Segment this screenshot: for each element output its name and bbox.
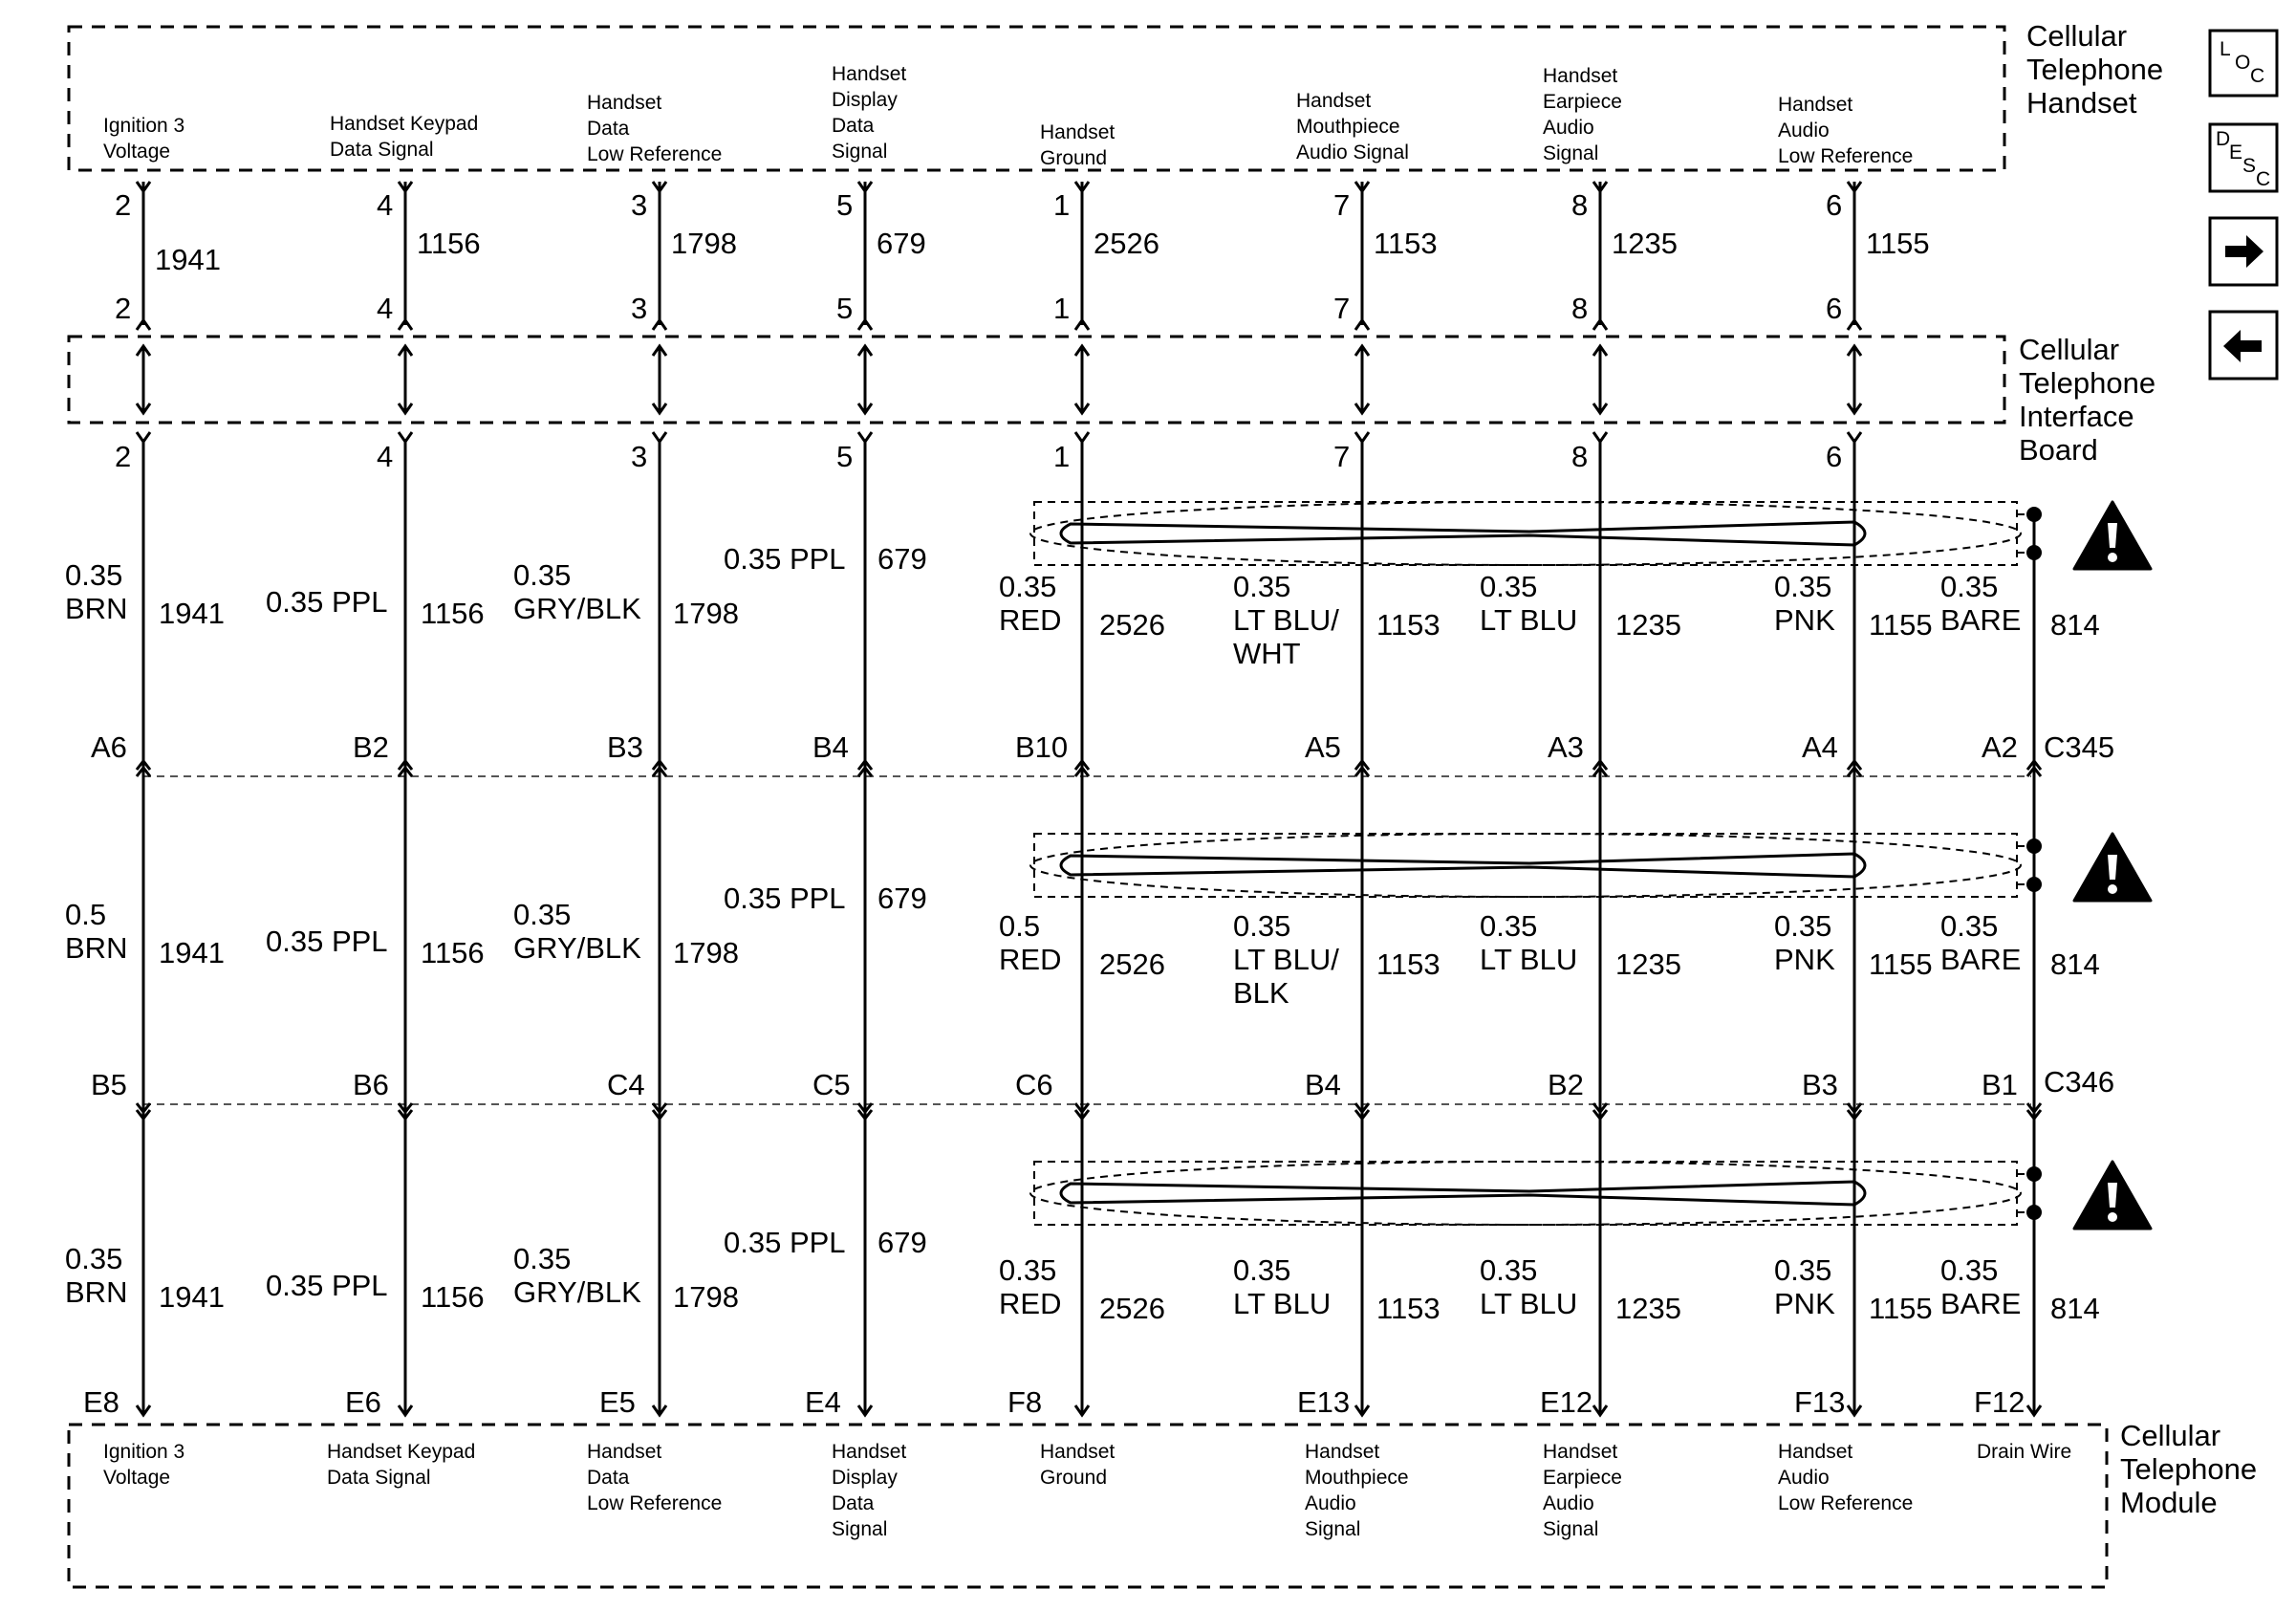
module-pin: E13 [1297,1385,1351,1419]
module-pin: F8 [1007,1385,1043,1419]
handset-pin-label: Handset Data Low Reference [587,92,723,165]
c346-pin: B2 [1548,1068,1584,1101]
c346-pin: B6 [353,1068,389,1101]
module-pin: E5 [599,1385,636,1419]
handset-pin-label: Handset Keypad Data Signal [330,113,479,161]
c345-pin: A4 [1802,730,1838,764]
module-pin: E12 [1540,1385,1593,1419]
wire-color-label: 0.35 BARE [1940,570,2022,637]
handset-pin-label: Handset Audio Low Reference [1778,94,1914,167]
handset-pin-label: Handset Display Data Signal [832,63,907,163]
circuit-label: 1156 [421,1280,485,1314]
circuit-label: 679 [877,882,927,915]
c346-pin: C6 [1015,1068,1053,1101]
module-pin: E4 [805,1385,841,1419]
circuit-label: 679 [877,1226,927,1259]
circuit-number: 1798 [671,227,737,260]
handset-pin-label: Ignition 3 Voltage [103,115,185,163]
handset-pin-number: 6 [1826,188,1843,222]
c346-pin: B4 [1305,1068,1341,1101]
circuit-label: 814 [2050,947,2100,981]
wires-group [137,182,2041,1415]
wire-color-label: 0.35 BARE [1940,1253,2022,1320]
circuit-label: 814 [2050,1292,2100,1325]
circuit-label: 1235 [1615,947,1681,981]
wire-color-label: 0.35 BRN [65,558,128,625]
wire-color-label: 0.35 PPL [266,585,388,619]
circuit-label: 1156 [421,936,485,969]
wire-color-label: 0.35 PPL [724,1226,846,1259]
c345-pin: B10 [1015,730,1069,764]
wire-color-label: 0.35 PPL [724,882,846,915]
wire-color-label: 0.35 RED [999,570,1062,637]
c345-pin: A3 [1548,730,1584,764]
board-pin-number: 5 [836,292,854,325]
c346-pin: C5 [812,1068,851,1101]
wire-color-label: 0.35 LT BLU/ BLK [1233,909,1339,1010]
circuit-label: 1155 [1869,608,1933,642]
handset-pin-number: 7 [1333,188,1351,222]
module-label: Cellular Telephone Module [2120,1419,2258,1519]
circuit-number: 1235 [1612,227,1678,260]
module-pin-label: Handset Earpiece Audio Signal [1543,1441,1622,1540]
wire-color-label: 0.35 LT BLU [1480,909,1578,976]
wire-color-label: 0.35 PNK [1774,909,1835,976]
circuit-number: 1941 [155,243,221,276]
board-bottom-pin-number: 2 [115,440,132,473]
handset-label: Cellular Telephone Handset [2026,19,2164,120]
wire-color-label: 0.35 BARE [1940,909,2022,976]
board-bottom-pin-number: 6 [1826,440,1843,473]
c346-pin: C4 [607,1068,645,1101]
module-pin-label: Handset Mouthpiece Audio Signal [1305,1441,1409,1540]
wire-color-label: 0.35 LT BLU [1480,1253,1578,1320]
module-pin: F13 [1794,1385,1846,1419]
circuit-label: 2526 [1099,608,1165,642]
module-pin-label: Ignition 3 Voltage [103,1441,185,1489]
module-pin: F12 [1974,1385,2025,1419]
wire-color-label: 0.35 GRY/BLK [513,898,641,965]
svg-text:E: E [2229,142,2243,163]
board-bottom-pin-number: 7 [1333,440,1351,473]
circuit-label: 1153 [1376,947,1440,981]
wire-color-label: 0.35 BRN [65,1242,128,1309]
twisted-pair-shield [1030,1162,2042,1225]
circuit-label: 1941 [159,597,225,630]
handset-pin-number: 1 [1053,188,1071,222]
warning-triangle-icon [2074,834,2151,901]
circuit-label: 2526 [1099,947,1165,981]
handset-pin-label: Handset Earpiece Audio Signal [1543,65,1622,164]
c346-pin: B1 [1982,1068,2018,1101]
board-pin-number: 3 [631,292,648,325]
handset-pin-label: Handset Ground [1040,121,1116,169]
module-pin-label: Handset Keypad Data Signal [327,1441,476,1489]
board-bottom-pin-number: 4 [377,440,394,473]
wire-color-label: 0.5 RED [999,909,1062,976]
board-pin-number: 2 [115,292,132,325]
c346-pin: B3 [1802,1068,1838,1101]
wire-color-label: 0.35 GRY/BLK [513,1242,641,1309]
wire-color-label: 0.35 PNK [1774,570,1835,637]
wire-color-label: 0.35 LT BLU [1480,570,1578,637]
handset-pin-number: 3 [631,188,648,222]
svg-text:O: O [2235,52,2251,74]
c345-pin: A6 [91,730,127,764]
handset-pin-label: Handset Mouthpiece Audio Signal [1296,90,1409,163]
board-pin-number: 1 [1053,292,1071,325]
board-pin-number: 8 [1571,292,1589,325]
loc-button[interactable] [2210,31,2277,96]
svg-text:S: S [2242,155,2257,177]
board-bottom-pin-number: 1 [1053,440,1071,473]
circuit-label: 1153 [1376,1292,1440,1325]
module-pin-label: Handset Data Low Reference [587,1441,723,1514]
handset-pin-number: 8 [1571,188,1589,222]
board-pin-number: 6 [1826,292,1843,325]
circuit-label: 1941 [159,1280,225,1314]
circuit-number: 2526 [1094,227,1159,260]
handset-pin-number: 4 [377,188,394,222]
wire-color-label: 0.35 RED [999,1253,1062,1320]
circuit-number: 679 [877,227,926,260]
module-pin-label: Drain Wire [1977,1441,2072,1463]
module-pin-label: Handset Display Data Signal [832,1441,907,1540]
c345-pin: B4 [812,730,849,764]
twisted-pair-shield [1030,834,2042,897]
handset-pin-number: 2 [115,188,132,222]
wire-color-label: 0.35 PPL [724,542,846,576]
circuit-label: 1235 [1615,1292,1681,1325]
prev-button[interactable] [2210,312,2277,379]
warning-triangle-icon [2074,1162,2151,1229]
svg-text:C: C [2250,65,2265,87]
circuit-label: 1153 [1376,608,1440,642]
circuit-label: 1798 [673,1280,739,1314]
next-button[interactable] [2210,218,2277,285]
c345-pin: B2 [353,730,389,764]
circuit-label: 1941 [159,936,225,969]
c345-label: C345 [2044,730,2115,764]
board-bottom-pin-number: 3 [631,440,648,473]
board-bottom-pin-number: 8 [1571,440,1589,473]
c346-pin: B5 [91,1068,127,1101]
wire-color-label: 0.35 LT BLU/ WHT [1233,570,1339,670]
circuit-label: 2526 [1099,1292,1165,1325]
circuit-label: 1235 [1615,608,1681,642]
c345-pin: A5 [1305,730,1341,764]
desc-button[interactable] [2210,124,2277,191]
circuit-number: 1155 [1866,227,1930,260]
board-pin-number: 7 [1333,292,1351,325]
circuit-label: 814 [2050,608,2100,642]
c346-label: C346 [2044,1065,2115,1099]
twisted-pair-shield [1030,502,2042,565]
circuit-label: 1155 [1869,947,1933,981]
svg-text:D: D [2216,128,2231,150]
c345-pin: B3 [607,730,643,764]
circuit-number: 1153 [1374,227,1438,260]
svg-text:L: L [2220,38,2231,60]
module-pin-label: Handset Ground [1040,1441,1116,1489]
circuit-label: 679 [877,542,927,576]
wire-color-label: 0.35 PPL [266,1269,388,1302]
c345-pin: A2 [1982,730,2018,764]
module-pin: E6 [345,1385,381,1419]
svg-text:C: C [2256,168,2271,190]
module-pin: E8 [83,1385,119,1419]
circuit-label: 1798 [673,597,739,630]
circuit-label: 1156 [421,597,485,630]
board-bottom-pin-number: 5 [836,440,854,473]
circuit-label: 1798 [673,936,739,969]
wire-color-label: 0.35 PNK [1774,1253,1835,1320]
board-pin-number: 4 [377,292,394,325]
circuit-number: 1156 [417,227,481,260]
wire-color-label: 0.35 PPL [266,925,388,958]
module-pin-label: Handset Audio Low Reference [1778,1441,1914,1514]
interface-board-label: Cellular Telephone Interface Board [2019,333,2156,467]
wire-color-label: 0.35 LT BLU [1233,1253,1332,1320]
circuit-label: 1155 [1869,1292,1933,1325]
handset-pin-number: 5 [836,188,854,222]
wire-color-label: 0.35 GRY/BLK [513,558,641,625]
warning-triangle-icon [2074,502,2151,569]
interface-board-box [69,337,2004,423]
wire-color-label: 0.5 BRN [65,898,128,965]
